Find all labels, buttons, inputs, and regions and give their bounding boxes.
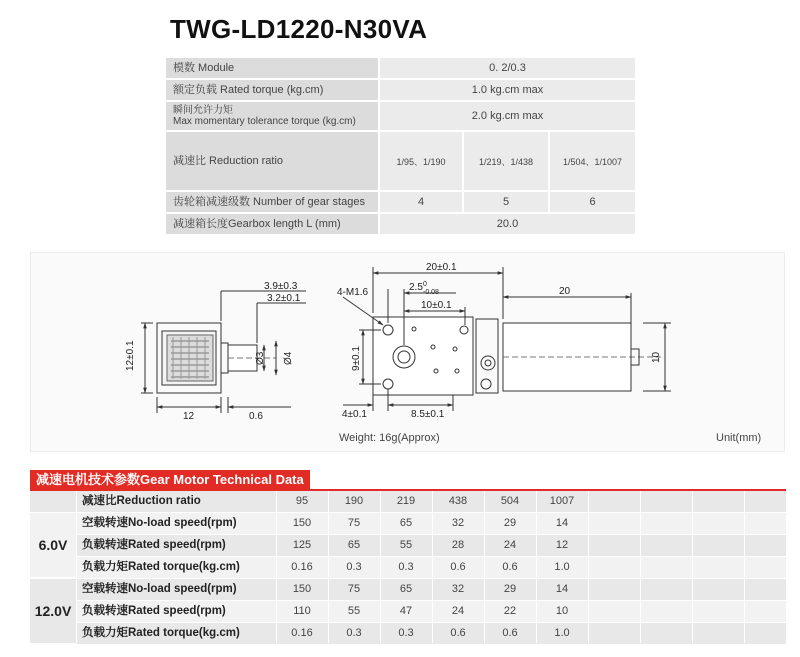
spec-value: 1/95、1/190 <box>380 132 462 190</box>
value-cell: 75 <box>347 583 361 595</box>
dim-20-top: 20±0.1 <box>426 262 457 273</box>
spec-row-gearbox-length <box>166 214 635 234</box>
dim-12-vertical: 12±0.1 <box>125 340 136 371</box>
spec-value: 6 <box>550 192 635 212</box>
value-cell: 65 <box>347 539 361 551</box>
ratio-cell: 95 <box>295 495 309 507</box>
front-view <box>343 267 671 411</box>
spec-value: 0. 2/0.3 <box>380 58 635 78</box>
dim-4-m16: 4-M1.6 <box>337 287 369 298</box>
column-divider <box>276 491 277 643</box>
value-cell: 0.6 <box>450 627 466 639</box>
spec-row-rated-torque <box>166 80 635 100</box>
ratio-cell: 219 <box>396 495 416 507</box>
row-label: 空载转速No-load speed(rpm) <box>82 517 237 529</box>
value-cell: 28 <box>451 539 465 551</box>
spec-row-reduction-ratio <box>166 132 635 190</box>
value-cell: 14 <box>555 583 569 595</box>
spec-row-max-torque <box>166 102 635 130</box>
value-cell: 32 <box>451 517 465 529</box>
value-cell: 0.3 <box>346 561 362 573</box>
spec-label: 模数 Module <box>166 58 378 78</box>
ratio-cell: 504 <box>500 495 520 507</box>
dim-3-2: 3.2±0.1 <box>267 293 301 304</box>
value-cell: 0.3 <box>398 561 414 573</box>
value-cell: 10 <box>555 605 569 617</box>
row-label: 负载力矩Rated torque(kg.cm) <box>82 561 240 573</box>
spec-value: 20.0 <box>380 214 635 234</box>
value-cell: 65 <box>399 517 413 529</box>
column-divider <box>484 491 485 643</box>
column-divider <box>744 491 745 643</box>
dim-2-5-tol-up: 0 <box>423 281 427 288</box>
spec-value: 1/219、1/438 <box>464 132 548 190</box>
value-cell: 12 <box>555 539 569 551</box>
spec-label: 减速箱长度Gearbox length L (mm) <box>166 214 378 234</box>
column-divider <box>640 491 641 643</box>
spec-value: 1/504、1/1007 <box>550 132 635 190</box>
voltage-6v: 6.0V <box>30 513 76 577</box>
value-cell: 0.6 <box>502 561 518 573</box>
row-label: 负载转速Rated speed(rpm) <box>82 539 226 551</box>
dim-0-6: 0.6 <box>249 411 263 422</box>
row-label: 负载转速Rated speed(rpm) <box>82 605 226 617</box>
spec-value: 5 <box>464 192 548 212</box>
value-cell: 14 <box>555 517 569 529</box>
value-cell: 0.6 <box>502 627 518 639</box>
spec-label-en: Max momentary tolerance torque (kg.cm) <box>173 116 356 127</box>
dim-4: 4±0.1 <box>342 409 367 420</box>
page-title: TWG-LD1220-N30VA <box>170 14 428 44</box>
value-cell: 150 <box>292 583 312 595</box>
column-divider <box>76 491 77 643</box>
table-row <box>76 557 786 578</box>
row-label: 减速比Reduction ratio <box>82 495 201 507</box>
table-row <box>76 579 786 600</box>
value-cell: 24 <box>503 539 517 551</box>
dim-10: 10±0.1 <box>421 300 452 311</box>
column-divider <box>432 491 433 643</box>
value-cell: 29 <box>503 583 517 595</box>
column-divider <box>536 491 537 643</box>
spec-row-gear-stages <box>166 192 635 212</box>
table-row <box>76 513 786 534</box>
column-divider <box>692 491 693 643</box>
value-cell: 110 <box>293 605 311 617</box>
spec-label-cn: 瞬间允许力矩 <box>173 105 233 116</box>
value-cell: 75 <box>347 517 361 529</box>
weight-label: Weight: 16g(Approx) <box>339 432 440 444</box>
table-row <box>76 535 786 556</box>
spec-value: 2.0 kg.cm max <box>380 102 635 130</box>
spec-label: 减速比 Reduction ratio <box>166 132 378 190</box>
value-cell: 0.16 <box>291 561 313 573</box>
value-cell: 47 <box>399 605 413 617</box>
unit-label: Unit(mm) <box>716 432 762 444</box>
spec-value: 1.0 kg.cm max <box>380 80 635 100</box>
dim-20: 20 <box>559 286 571 297</box>
value-cell: 65 <box>399 583 413 595</box>
side-view <box>141 291 306 413</box>
column-divider <box>380 491 381 643</box>
value-cell: 32 <box>451 583 465 595</box>
ratio-cell: 190 <box>344 495 364 507</box>
value-cell: 150 <box>292 517 312 529</box>
value-cell: 1.0 <box>554 561 570 573</box>
dim-2-5: 2.5 <box>409 282 423 293</box>
technical-drawing <box>30 252 785 452</box>
dim-phi3: Ø3 <box>255 351 266 365</box>
tech-table-title: 减速电机技术参数Gear Motor Technical Data <box>30 470 310 490</box>
row-label: 负载力矩Rated torque(kg.cm) <box>82 627 240 639</box>
value-cell: 0.6 <box>450 561 466 573</box>
dim-10-right: 10 <box>651 351 662 363</box>
voltage-12v: 12.0V <box>30 579 76 643</box>
value-cell: 22 <box>503 605 517 617</box>
spec-value: 4 <box>380 192 462 212</box>
value-cell: 0.16 <box>291 627 313 639</box>
dim-8-5: 8.5±0.1 <box>411 409 445 420</box>
dim-phi4: Ø4 <box>283 351 294 365</box>
tech-header-row <box>30 491 786 512</box>
spec-label: 齿轮箱减速级数 Number of gear stages <box>166 192 378 212</box>
row-label: 空载转速No-load speed(rpm) <box>82 583 237 595</box>
table-row <box>76 601 786 622</box>
ratio-cell: 438 <box>448 495 468 507</box>
column-divider <box>588 491 589 643</box>
dim-9: 9±0.1 <box>351 346 362 371</box>
spec-label <box>166 102 378 130</box>
column-divider <box>328 491 329 643</box>
dim-12: 12 <box>183 411 195 422</box>
spec-row-module <box>166 58 635 78</box>
value-cell: 55 <box>399 539 413 551</box>
dim-3-9: 3.9±0.3 <box>264 281 298 292</box>
spec-label: 额定负载 Rated torque (kg.cm) <box>166 80 378 100</box>
dim-2-5-tol-dn: -0.08 <box>423 289 439 296</box>
value-cell: 29 <box>503 517 517 529</box>
value-cell: 24 <box>451 605 465 617</box>
value-cell: 55 <box>347 605 361 617</box>
table-row <box>76 623 786 644</box>
value-cell: 0.3 <box>346 627 362 639</box>
value-cell: 0.3 <box>398 627 414 639</box>
value-cell: 1.0 <box>554 627 570 639</box>
ratio-cell: 1007 <box>549 495 575 507</box>
value-cell: 125 <box>292 539 312 551</box>
